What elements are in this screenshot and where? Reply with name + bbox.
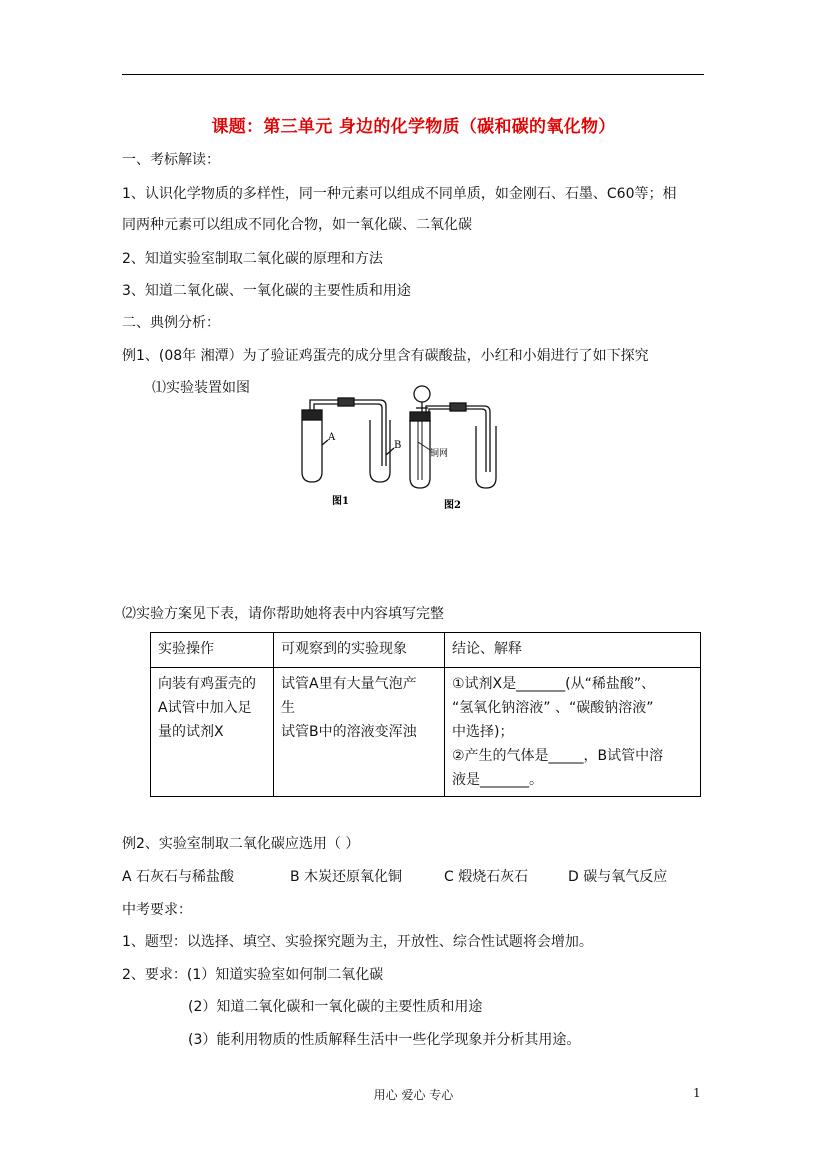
separatory-funnel: [414, 386, 430, 402]
paragraph-3: 3、知道二氧化碳、一氧化碳的主要性质和用途: [122, 283, 411, 299]
experiment-table: [150, 632, 701, 797]
paragraph-2: 2、知道实验室制取二氧化碳的原理和方法: [122, 251, 383, 267]
test-tube-a: [302, 420, 322, 482]
label-a: A: [328, 432, 336, 443]
table-header-cell: 结论、解释: [445, 633, 701, 668]
section-heading-1: 一、考标解读：: [122, 152, 220, 168]
operation-cell: [151, 668, 274, 797]
cell-line: 中选择)；: [452, 724, 514, 740]
example-1-text: 例1、(08年 湘潭）为了验证鸡蛋壳的成分里含有碳酸盐，小红和小娟进行了如下探究: [122, 348, 649, 364]
caption-figure-1: 图1: [332, 496, 349, 507]
observation-cell: [274, 668, 445, 797]
cell-line: 向装有鸡蛋壳的: [158, 676, 256, 692]
page-footer: 用心 爱心 专心: [373, 1088, 454, 1102]
option-b: B 木炭还原氧化铜: [290, 869, 403, 885]
cell-line: “氢氧化钠溶液” 、“碳酸钠溶液”: [452, 700, 654, 716]
header-rule: [122, 74, 704, 75]
table-header-cell: 可观察到的实验现象: [274, 633, 445, 668]
paragraph-1-line-1: 1、认识化学物质的多样性，同一种元素可以组成不同单质，如金刚石、石墨、C60等；相: [122, 186, 677, 202]
stopper-a: [302, 410, 322, 420]
requirements-heading: 中考要求：: [122, 902, 192, 918]
option-d: D 碳与氧气反应: [568, 869, 668, 885]
requirement-2: 2、要求：(1）知道实验室如何制二氧化碳: [122, 967, 384, 983]
cell-line: 生: [281, 700, 295, 716]
cell-line: ②产生的气体是_____，B试管中溶: [452, 748, 664, 764]
requirement-1: 1、题型：以选择、填空、实验探究题为主，开放性、综合性试题将会增加。: [122, 934, 593, 950]
cell-line: A试管中加入足: [158, 700, 252, 716]
section-heading-2: 二、典例分析：: [122, 315, 220, 331]
option-c: C 煅烧石灰石: [444, 869, 529, 885]
requirement-2-item-3: (3）能利用物质的性质解释生活中一些化学现象并分析其用途。: [188, 1032, 581, 1048]
test-tube-fig2-left: [410, 420, 430, 488]
option-a: A 石灰石与稀盐酸: [122, 869, 235, 885]
table-header-cell: 实验操作: [151, 633, 274, 668]
cell-line: 量的试剂X: [158, 724, 224, 740]
example-1-part-1: ⑴实验装置如图: [152, 380, 250, 396]
example-1-part-2: ⑵实验方案见下表，请你帮助她将表中内容填写完整: [122, 606, 444, 622]
page-number: 1: [693, 1086, 701, 1100]
apparatus-figure: [290, 380, 520, 520]
cell-line: 液是_______。: [452, 772, 543, 788]
label-copper-mesh: 铜网: [430, 449, 449, 459]
delivery-tube-2: [426, 406, 490, 472]
label-b: B: [394, 440, 402, 451]
cell-line: ①试剂X是_______(从“稀盐酸”、: [452, 676, 656, 692]
page-title: 课题：第三单元 身边的化学物质（碳和碳的氧化物）: [211, 117, 616, 137]
requirement-2-item-2: (2）知道二氧化碳和一氧化碳的主要性质和用途: [188, 999, 483, 1015]
table-header-row: [151, 633, 701, 668]
example-2-text: 例2、实验室制取二氧化碳应选用（ ）: [122, 836, 360, 852]
table-row: [151, 668, 701, 797]
caption-figure-2: 图2: [444, 500, 461, 511]
example-2-options: [122, 867, 667, 887]
cell-line: 试管B中的溶液变浑浊: [281, 724, 417, 740]
test-tube-b: [370, 420, 390, 482]
paragraph-1-line-2: 同两种元素可以组成不同化合物，如一氧化碳、二氧化碳: [122, 217, 472, 233]
cell-line: 试管A里有大量气泡产: [281, 676, 417, 692]
conclusion-cell: [445, 668, 701, 797]
